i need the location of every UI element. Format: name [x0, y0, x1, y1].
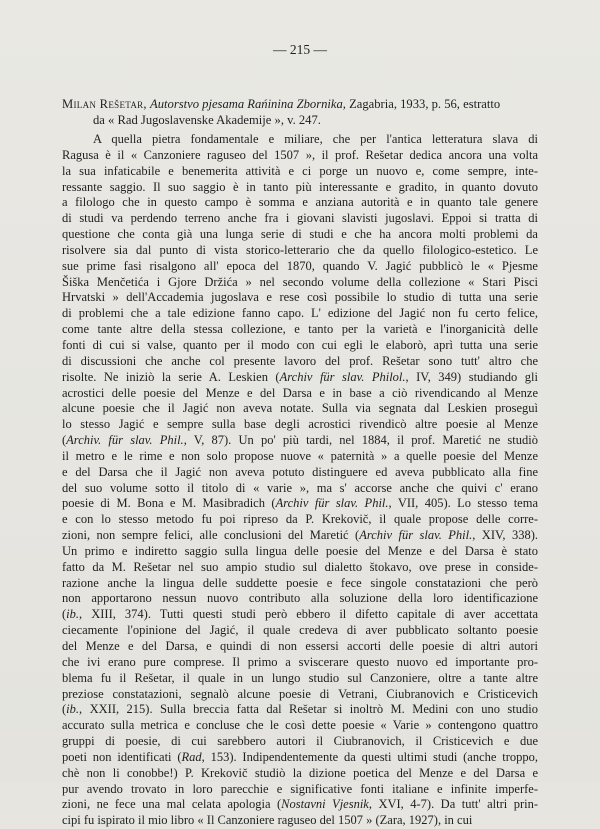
text-line: (ib., XXII, 215). Sulla breccia fatta dal Rešetar si inoltrò M. Medini con uno studio: [62, 702, 538, 717]
reference-author: Milan Rešetar,: [62, 97, 147, 111]
text-line: e del Darsa che il Jagić non aveva potuto distinguere ed aveva pubblicato alla fine: [62, 464, 538, 479]
text-line: di studi va perdendo terreno anche fra i giovani slavisti jugoslavi. Eppoi si tratta di: [62, 211, 538, 226]
text-line: ressante saggio. Il suo saggio è in tanto più interessante e gradito, in quanto dovuto: [62, 179, 538, 194]
text-line: pur avendo trovato in loro parecchie e significative fonti italiane e infinite imperfe-: [62, 781, 538, 796]
reference-line-2: da « Rad Jugoslavenske Akademije », v. 247.: [93, 113, 321, 127]
text-line: del Menze e del Darsa, e quindi di non essersi accorti delle poesie di altri autori: [62, 639, 538, 653]
text-line: acrostici delle poesie del Menze e del Darsa e in base a ciò rivendicando al Menze: [62, 385, 538, 400]
text-line: accurato sulla metrica e concluse che le così dette poesie « Varie » contengono quattro: [62, 718, 538, 733]
text-line: cipi fu ispirato il mio libro « Il Canzoniere raguseo del 1507 » (Zara, 1927), in cui: [62, 813, 473, 828]
text-line: del suo volume sotto il titolo di « varie », ma s' accorse anche che quivi c' erano: [62, 480, 538, 495]
text-line: risolte. Ne iniziò la serie A. Leskien (Archiv für slav. Philol., IV, 349) studiando gli: [62, 369, 538, 384]
text-line: chè non li conobbe!) P. Krekovič studiò la dizione poetica del Menze e del Darsa e: [62, 765, 538, 780]
text-line: lo stesso Jagić e sempre sulla base degli acrostici rivendicò altre poesie al Menze: [62, 417, 538, 432]
text-line: Un primo e indiretto saggio sulla lingua delle poesie del Menze e del Darsa è stato: [62, 543, 538, 558]
text-line: alcune poesie che il Jagić non aveva notate. Sulla via segnata dal Leskien proseguì: [62, 401, 538, 416]
text-line: di problemi che a tale edizione fanno capo. L' edizione del Jagić non fu certo felice,: [62, 306, 538, 321]
text-line: questione che conta già una lunga serie di studi e che ha ancora molti problemi da: [62, 227, 538, 242]
text-line: blema fu il Rešetar, il quale in un lungo studio sul Canzoniere, oltre a tante altre: [62, 670, 538, 685]
text-line: e con lo stesso metodo fu poi ripreso da P. Krekovič, il quale propose delle corre-: [62, 512, 538, 527]
page-number: — 215 —: [273, 42, 327, 57]
reference-line-1: [62, 96, 538, 112]
text-line: poesie di M. Bona e M. Masibradich (Archiv für slav. Phil., VII, 405). Lo stesso tema: [62, 496, 538, 511]
review-body-text: [62, 132, 538, 829]
text-line: zioni, ne fece una mal celata apologia (Nostavni Vjesnik, XVI, 4-7). Da tutt' altri prin-: [62, 797, 539, 812]
text-line: Ragusa è il « Canzoniere raguseo del 1507 », il prof. Rešetar dedica ancora una volta: [62, 147, 538, 162]
reference-title: Autorstvo pjesama Rańinina Zbornika,: [150, 97, 346, 111]
text-line: non apportarono nessun nuovo contributo alla soluzione della loro identificazione: [62, 591, 538, 606]
text-line: come tante altre della stessa collezione, e tanto per la varietà e l'inorganicità delle: [62, 322, 538, 337]
bibliographic-reference: [62, 96, 538, 128]
text-line: gruppi di poesie, di cui sarebbero autori il Ciubranovich, il Cristicevich e due: [62, 734, 538, 749]
text-line: ciecamente l'opinione del Jagić, il quale credeva di aver pubblicato soltanto poesie: [62, 623, 538, 638]
text-line: preziose constatazioni, segnalò alcune poesie di Vetrani, Ciubranovich e Cristicevich: [62, 686, 538, 701]
text-line: di discussioni che anche col presente lavoro del prof. Rešetar sono tutt' altro che: [62, 353, 538, 368]
text-line: che ivi erano pure comprese. Il primo a sviscerare questo nuovo ed importante pro-: [62, 654, 538, 669]
text-line: la sua infaticabile e benemerita attività e ci porge un nuovo e, come sempre, inte-: [62, 163, 538, 178]
text-line: risolvere sia dal punto di vista storico-letterario che da quello filologico-estetico. Le: [62, 242, 538, 257]
text-line: fonti di cui si valse, quanto per il modo con cui egli le elaborò, aprì tutta una serie: [62, 337, 538, 352]
text-line: razione anche la lingua delle suddette poesie e fece singole constatazioni che però: [62, 575, 538, 590]
text-line: zioni, non sempre felici, alle conclusioni del Maretić (Archiv für slav. Phil., XIV, 338).: [62, 528, 538, 543]
text-line: fatto da M. Rešetar nel suo ampio studio sul dialetto štokavo, ove prese in conside-: [62, 559, 538, 574]
text-line: sue prime fasi risalgono all' epoca del 1870, quando V. Jagić pubblicò le « Pjesme: [62, 258, 538, 273]
text-line: (Archiv. für slav. Phil., V, 87). Un po' più tardi, nel 1884, il prof. Maretić ne studiò: [62, 433, 538, 448]
text-line: poeti non identificati (Rad, 153). Indipendentemente da questi ultimi studi (anche troppo,: [62, 749, 538, 764]
text-line: Hrvatski » dell'Accademia jugoslava e rese così possibile lo studio di tutta una serie: [62, 290, 538, 305]
text-line: A quella pietra fondamentale e miliare, che per l'antica letteratura slava di: [93, 132, 538, 146]
reference-publication: Zagabria, 1933, p. 56, estratto: [345, 97, 501, 111]
text-line: il metro e le rime e non solo propose nuove « paternità » a quelle poesie del Menze: [62, 448, 538, 463]
text-line: Šiška Menčetića i Gjore Držića » nel secondo volume della collezione « Stari Pisci: [62, 274, 538, 289]
text-line: a filologo che in questo campo è somma e anziana autorità e in quanto tale genere: [62, 195, 538, 210]
text-line: (ib., XIII, 374). Tutti questi studi però ebbero il difetto capitale di aver accettata: [62, 607, 538, 622]
